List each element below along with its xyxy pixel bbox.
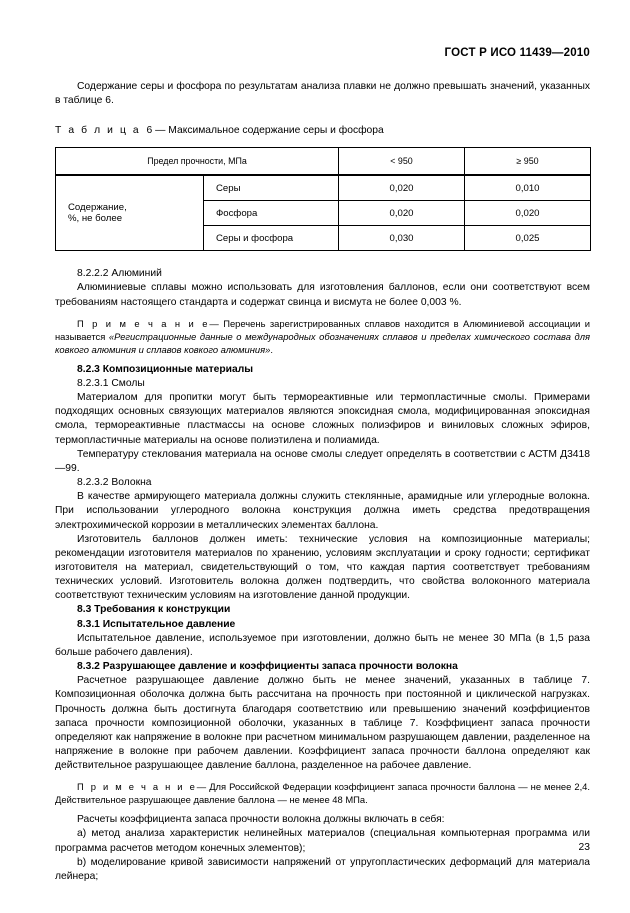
table-rowlabel-line2: %, не более — [68, 213, 123, 225]
table-sulphur-phosphorus — [55, 147, 591, 251]
body-8-2-2-2: Алюминиевые сплавы можно использовать для изготовления баллонов, если они соответствуют всем требованиям настоящего стандарта и содержат свинца и висмута не более 0,003 %. — [55, 282, 590, 308]
table-cell-lt950: 0,020 — [339, 201, 465, 226]
note-aluminium-alloys — [55, 317, 590, 356]
note-rf-text: Для Российской Федерации коэффициент запаса прочности баллона — не менее 2,4. Действительное разрушающее давление баллона — не менее 48 МПа. — [55, 781, 590, 806]
heading-8-2-3-2: 8.2.3.2 Волокна — [77, 477, 152, 489]
table-cell-name: Серы и фосфора — [204, 226, 339, 251]
note-italic-title: «Регистрационные данные о международных обозначениях сплавов и пределах химического состава для ковкого алюминия и сплавов ковкого алюминия» — [55, 330, 591, 355]
note-russian-federation — [55, 780, 590, 806]
heading-8-2-3-1: 8.2.3.1 Смолы — [77, 377, 145, 389]
body-8-2-3-2-a: В качестве армирующего материала должны служить стеклянные, арамидные или углеродные волокна. При использовании углеродного волокна конструкция должна иметь средства предотвращения электрохимической коррозии в металлических элементах баллона. — [55, 491, 590, 531]
table-cell-ge950: 0,025 — [465, 226, 591, 251]
calc-intro: Расчеты коэффициента запаса прочности волокна должны включать в себя: — [77, 814, 445, 826]
table-row — [56, 175, 591, 201]
calc-item-a: a) метод анализа характеристик нелинейных материалов (специальная компьютерная программа или программа расчетов методом конечных элементов); — [55, 828, 590, 854]
intro-paragraph: Содержание серы и фосфора по результатам анализа плавки не должно превышать значений, указанных в таблице 6. — [55, 81, 590, 107]
table-header-row — [56, 148, 591, 176]
heading-8-2-3: 8.2.3 Композиционные материалы — [77, 363, 254, 375]
table-caption-label: Т а б л и ц а — [55, 125, 141, 137]
table-rowlabel-content — [56, 175, 204, 251]
body-8-3-1: Испытательное давление, используемое при изготовлении, должно быть не менее 30 МПа (в 1,5 раза больше рабочего давления). — [55, 632, 590, 658]
heading-8-3: 8.3 Требования к конструкции — [77, 604, 231, 616]
note-text-after: . — [270, 343, 273, 355]
table-cell-name: Серы — [204, 175, 339, 201]
note-text-before: Перечень зарегистрированных сплавов находится в Алюминиевой ассоциации и называется — [55, 317, 590, 342]
note-rf-lead: П р и м е ч а н и е — [77, 781, 197, 793]
table-cell-ge950: 0,010 — [465, 175, 591, 201]
page-number: 23 — [578, 842, 590, 853]
table-cell-ge950: 0,020 — [465, 201, 591, 226]
table-caption-dash: — — [155, 125, 166, 137]
body-8-3-2: Расчетное разрушающее давление должно быть не менее значений, указанных в таблице 7. Композиционная оболочка должна быть рассчитана на прочность при постоянной и циклической нагрузках. Прочность должна быть достигнута благодаря соответствию или превышению значений коэффициентов запаса прочности композиционной оболочки, указанных в таблице 7. Коэффициент запаса прочности определяют как напряжение в волокне при расчетном минимальном разрушающем давлении, разделенное на напряжение в волокне при рабочем давлении. Коэффициент запаса прочности баллона определяют как действительное разрушающее давление баллона, разделенное на рабочее давление. — [55, 675, 590, 772]
heading-8-3-2: 8.3.2 Разрушающее давление и коэффициенты запаса прочности волокна — [77, 661, 458, 673]
table-header-ge950: ≥ 950 — [465, 148, 591, 176]
table-caption — [55, 124, 590, 138]
standard-header: ГОСТ Р ИСО 11439—2010 — [444, 47, 590, 59]
table-caption-number: 6 — [146, 125, 153, 137]
page-content — [55, 80, 590, 884]
calc-item-b: b) моделирование кривой зависимости напряжений от упругопластических деформаций для материала лейнера; — [55, 856, 590, 882]
note-lead: П р и м е ч а н и е — [77, 317, 210, 329]
table-cell-lt950: 0,030 — [339, 226, 465, 251]
table-rowlabel-line1: Содержание, — [68, 202, 127, 214]
table-cell-lt950: 0,020 — [339, 175, 465, 201]
body-8-2-3-2-b: Изготовитель баллонов должен иметь: технические условия на композиционные материалы; рекомендации изготовителя материалов по хранению, условиям эксплуатации и сроку годности; сертификат изготовителя на материал, свидетельствующий о том, что каждая партия соответствует требованиям технических условий. Изготовитель волокна должен подтвердить, что свойства волоконного материала соответствуют техническим условиям на изготовление данной продукции. — [55, 533, 590, 602]
table-cell-name: Фосфора — [204, 201, 339, 226]
table-caption-title: Максимальное содержание серы и фосфора — [168, 125, 384, 137]
table-header-lt950: < 950 — [339, 148, 465, 176]
body-8-2-3-1-a: Материалом для пропитки могут быть термореактивные или термопластичные смолы. Примерами подходящих основных связующих материалов являются эпоксидная смола, модифицированная эпоксидная смола, термореактивные пластмассы на основе сложных полиэфиров и виниловых сложных эфиров, термопластичные материалы на основе полиэтилена и полиамида. — [55, 392, 590, 446]
body-8-2-3-1-b: Температуру стеклования материала на основе смолы следует определять в соответствии с АСТМ Д3418—99. — [55, 448, 590, 474]
heading-8-3-1: 8.3.1 Испытательное давление — [77, 618, 236, 630]
table-header-strength: Предел прочности, МПа — [56, 148, 339, 176]
note-dash: — — [209, 317, 219, 329]
note-rf-dash: — — [196, 781, 207, 793]
heading-8-2-2-2: 8.2.2.2 Алюминий — [77, 268, 162, 280]
